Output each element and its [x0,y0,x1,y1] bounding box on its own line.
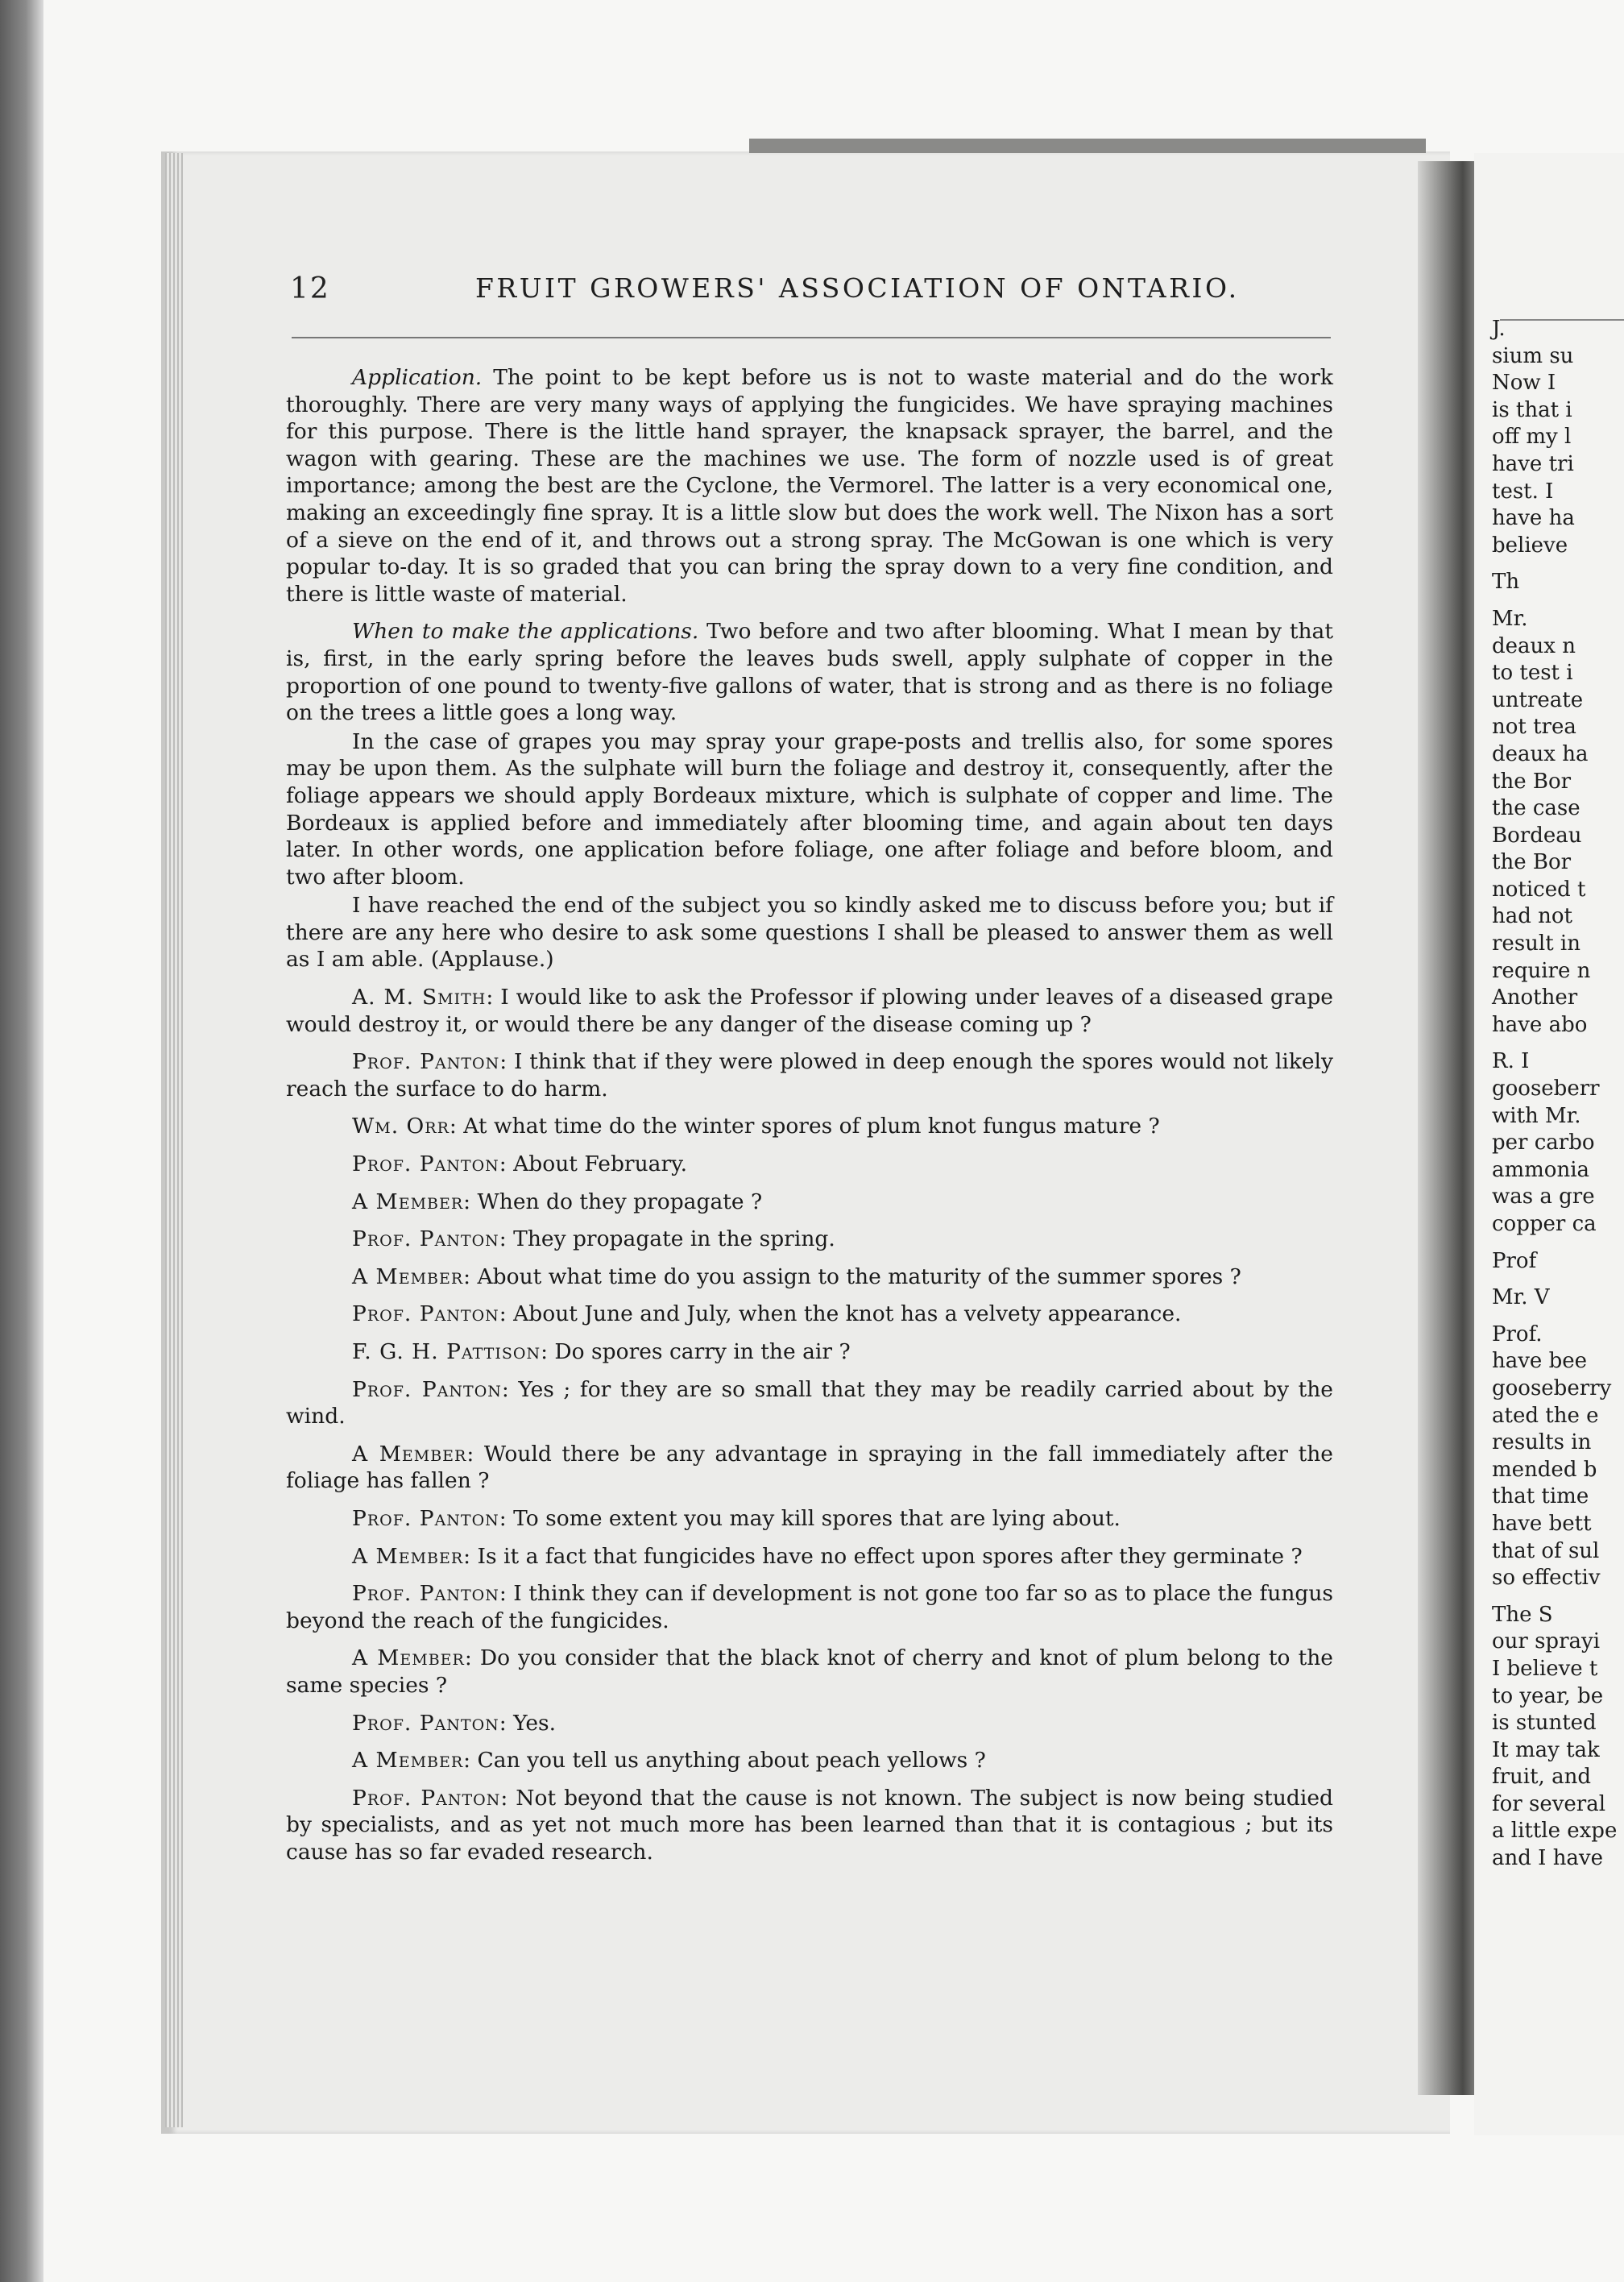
facing-page-line: ated the e [1492,1403,1599,1428]
dialogue-text: : I think they can if development is not gone too far so as to place the fungus beyond the reach of the fungicides. [286,1581,1334,1633]
facing-page-line: result in [1492,931,1580,956]
facing-page-gap [1492,1312,1624,1321]
dialogue-line [286,1189,1333,1216]
dialogue-line [286,1710,1333,1737]
facing-page-line: The S [1492,1602,1553,1627]
dialogue-text: : Not beyond that the cause is not known. The subject is now being studied by specialists, and as yet not much more has been learned than that it is contagious ; but its cause has so far evaded research. [286,1785,1333,1865]
dialogue-text: : When do they propagate ? [463,1189,763,1214]
facing-page-line: to year, be [1492,1683,1604,1708]
header-rule [292,337,1331,338]
paragraph-text: I have reached the end of the subject you so kindly asked me to discuss before you; but if there are any here who desire to ask some questions I shall be pleased to answer them as well as I am able. (Applause.) [286,893,1333,973]
speaker-name: Prof. Panton [352,1785,501,1811]
facing-page-line: our sprayi [1492,1629,1601,1654]
dialogue-line [286,1441,1333,1495]
speaker-name: Prof. Panton [352,1301,499,1327]
facing-page-line: Th [1492,570,1520,595]
facing-page-line: R. I [1492,1049,1530,1074]
speaker-name: A Member [352,1441,467,1467]
facing-page-line: so effectiv [1492,1566,1601,1591]
facing-page-line: a little expe [1492,1819,1618,1844]
facing-page-gap [1492,1275,1624,1284]
facing-page-line: test. I [1492,479,1554,504]
paragraph-application [286,364,1333,608]
speaker-name: A Member [352,1189,464,1214]
facing-page-line: off my l [1492,425,1572,450]
facing-page-line: have abo [1492,1012,1588,1037]
paragraph-conclusion [286,892,1333,973]
facing-page-line: the Bor [1492,850,1572,875]
facing-page-line: deaux ha [1492,741,1589,766]
dialogue-text: : They propagate in the spring. [499,1226,835,1252]
dialogue-text: : To some extent you may kill spores that are lying about. [499,1505,1121,1531]
facing-page-line: the case [1492,796,1580,821]
speaker-name: Prof. Panton [352,1049,500,1075]
dialogue-text: : About February. [499,1151,688,1177]
paragraph-text: The point to be kept before us is not to waste material and do the work thoroughly. There are very many ways of applying the fungicides. We have spraying machines for this purpose. There is the little hand sprayer, the knapsack sprayer, the barrel, and the wagon with gearing. These are the machines we use. The form of nozzle used is of great importance; among the best are the Cyclone, the Vermorel. The latter is a very economical one, making an exceedingly fine spray. It is a little slow but does the work well. The Nixon has a sort of a sieve on the end of it, and throws out a strong spray. The McGowan is one which is very popular to-day. It is so graded that you can bring the spray down to a very fine condition, and there is little waste of material. [286,365,1333,607]
dialogue-line [286,1226,1333,1253]
dialogue-text: : About June and July, when the knot has a velvety appearance. [499,1301,1182,1327]
scan-left-shadow [0,0,44,2282]
dialogue-line [286,1113,1333,1140]
facing-page-text [1492,316,1624,1873]
facing-page-line: I believe t [1492,1656,1598,1681]
dialogue-line [286,1580,1333,1634]
dialogue-text: : Do spores carry in the air ? [541,1339,851,1364]
facing-page-line: Prof [1492,1248,1537,1273]
facing-page-line: results in [1492,1430,1592,1455]
speaker-name: Wm. Orr [352,1114,450,1139]
facing-page-line: with Mr. [1492,1103,1581,1128]
facing-page-line: have bett [1492,1511,1592,1536]
dialogue-text: : At what time do the winter spores of plum knot fungus mature ? [449,1114,1160,1139]
facing-page-line: per carbo [1492,1131,1595,1156]
facing-page-line: that time [1492,1484,1589,1509]
facing-page-line: is stunted [1492,1711,1597,1736]
dialogue-text: : Would there be any advantage in spraying in the fall immediately after the foliage has fallen ? [286,1441,1333,1494]
facing-page-line: fruit, and [1492,1765,1591,1790]
dialogue-text: : Do you consider that the black knot of cherry and knot of plum belong to the same species ? [286,1645,1333,1698]
facing-page-line: that of sul [1492,1538,1600,1563]
facing-page-line: gooseberr [1492,1077,1600,1102]
dialogue-line [286,1505,1333,1533]
facing-page-line: for several [1492,1791,1606,1816]
facing-page-line: require n [1492,958,1591,983]
facing-page-line: gooseberry [1492,1375,1612,1400]
facing-page-line: Mr. V [1492,1285,1550,1310]
body-text [286,364,1333,1877]
paragraph-lead: When to make the applications. [352,619,699,645]
page-number: 12 [290,272,330,305]
speaker-name: Prof. Panton [352,1226,499,1252]
dialogue-line [286,1376,1333,1430]
speaker-name: A Member [352,1263,464,1289]
dialogue-text: : Is it a fact that fungicides have no effect upon spores after they germinate ? [463,1543,1303,1569]
page-header [290,272,1337,313]
speaker-name: Prof. Panton [352,1710,499,1736]
dialogue-text: : Yes. [499,1710,557,1736]
facing-page-line: have bee [1492,1349,1588,1374]
facing-page-gap [1492,559,1624,569]
paragraph-text: Two before and two after blooming. What I mean by that is, first, in the early spring before the leaves buds swell, apply sulphate of copper in the proportion of one pound to twenty-five gallons of water, that is strong and as there is no foliage on the trees a little goes a long way. [286,619,1334,726]
facing-page-line: the Bor [1492,769,1572,794]
facing-page-line: have tri [1492,451,1574,476]
facing-page-line: Mr. [1492,606,1528,631]
facing-page-line: Now I [1492,371,1556,396]
paragraph-when-to-apply [286,618,1333,726]
facing-page-line: is that i [1492,397,1572,422]
facing-page-gap [1492,1592,1624,1602]
paragraph-lead: Application. [352,365,483,390]
dialogue-line [286,1543,1333,1570]
speaker-name: F. G. H. Pattison [352,1339,541,1364]
facing-page-line: not trea [1492,715,1576,740]
facing-page-line: was a gre [1492,1185,1595,1209]
facing-page-line: Bordeau [1492,823,1582,848]
dialogue-text: : About what time do you assign to the maturity of the summer spores ? [463,1263,1241,1289]
facing-page-line: mended b [1492,1457,1597,1482]
facing-page-gap [1492,1239,1624,1248]
dialogue-text: : I think that if they were plowed in deep enough the spores would not likely reach the surface to do harm. [286,1049,1334,1102]
page-top-shadow [749,139,1426,153]
speaker-name: A. M. Smith [352,985,487,1010]
dialogue-line [286,1048,1333,1102]
speaker-name: Prof. Panton [352,1505,499,1531]
speaker-name: A Member [352,1748,464,1774]
speaker-name: Prof. Panton [352,1151,499,1177]
facing-page-line: J. [1492,317,1506,341]
facing-page-gap [1492,596,1624,606]
facing-page-line: copper ca [1492,1212,1597,1236]
facing-page-line: and I have [1492,1846,1604,1871]
dialogue-text: : Can you tell us anything about peach yellows ? [463,1748,986,1774]
facing-page-line: sium su [1492,343,1574,368]
dialogue-line [286,1645,1333,1699]
facing-page-line: It may tak [1492,1737,1600,1762]
dialogue-line [286,984,1333,1038]
dialogue-line [286,1747,1333,1774]
speaker-name: Prof. Panton [352,1581,499,1607]
dialogue-text: : Yes ; for they are so small that they may be readily carried about by the wind. [286,1376,1333,1429]
dialogue-line [286,1338,1333,1366]
facing-page-gap [1492,1039,1624,1048]
facing-page-line: had not [1492,904,1573,929]
facing-page-line: to test i [1492,661,1573,686]
facing-page-line: believe [1492,533,1568,558]
dialogue-line [286,1263,1333,1291]
page-edge-stack [165,153,183,2127]
running-head: FRUIT GROWERS' ASSOCIATION OF ONTARIO. [475,272,1240,304]
dialogue-text: : I would like to ask the Professor if plowing under leaves of a diseased grape would destroy it, or would there be any danger of the disease coming up ? [286,985,1333,1037]
facing-page-line: Prof. [1492,1321,1543,1346]
speaker-name: A Member [352,1645,465,1671]
speaker-name: A Member [352,1543,464,1569]
dialogue-line [286,1301,1333,1328]
dialogue-line [286,1151,1333,1178]
dialogue-line [286,1785,1333,1866]
facing-page-line: have ha [1492,506,1575,531]
facing-page-line: noticed t [1492,877,1586,902]
facing-page-line: ammonia [1492,1157,1590,1182]
facing-page-line: untreate [1492,687,1584,712]
speaker-name: Prof. Panton [352,1376,502,1402]
facing-page-line: deaux n [1492,633,1576,658]
paragraph-grapes [286,728,1333,891]
book-gutter [1418,161,1482,2095]
paragraph-text: In the case of grapes you may spray your grape-posts and trellis also, for some spores may be upon them. As the sulphate will burn the foliage and destroy it, consequently, after the foliage appears we should apply Bordeaux mixture, which is sulphate of copper and lime. The Bordeaux is applied before and immediately after blooming time, and again about ten days later. In other words, one application before foliage, one after foliage and before bloom, and two after bloom. [286,728,1333,890]
facing-page-line: Another [1492,985,1578,1010]
